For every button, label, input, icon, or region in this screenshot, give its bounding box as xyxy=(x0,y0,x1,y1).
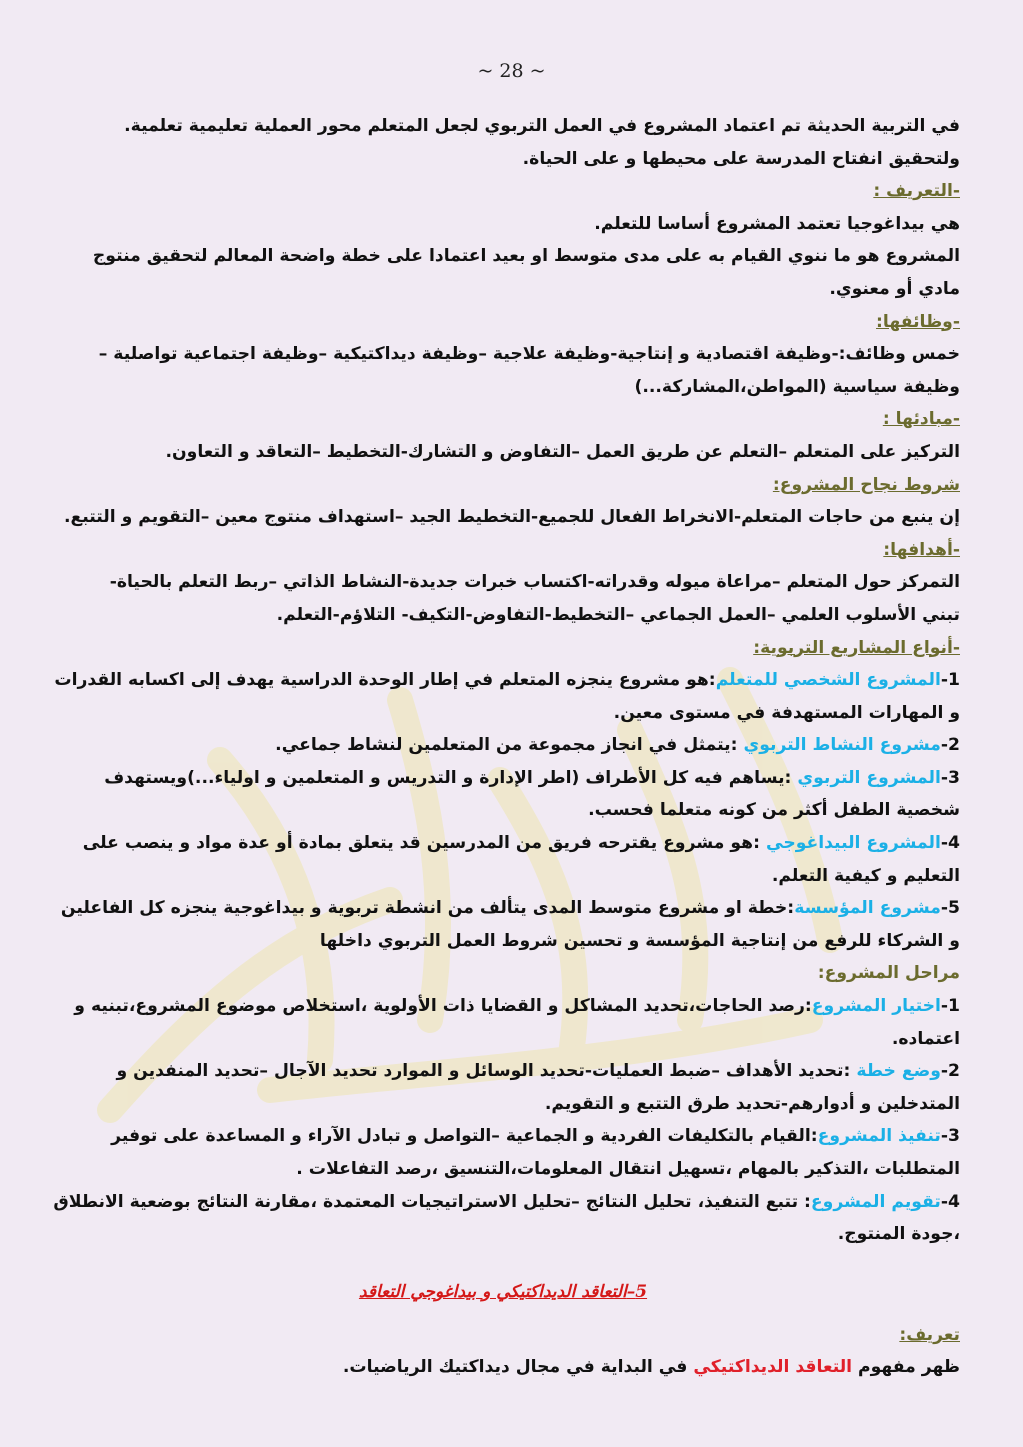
list-item: 2-مشروع النشاط التربوي :يتمثل في انجاز مجموعة من المتعلمين لنشاط جماعي. xyxy=(275,735,960,756)
term: المشروع الشخصي للمتعلم xyxy=(715,670,941,691)
success-conditions-text: إن ينبع من حاجات المتعلم-الانخراط الفعال للجميع-التخطيط الجيد –استهداف منتوج معين –التقويم و التتبع. xyxy=(63,507,960,528)
intro-line-2: ولتحقيق انفتاح المدرسة على محيطها و على الحياة. xyxy=(522,148,960,169)
list-item: 5-مشروع المؤسسة:خطة او مشروع متوسط المدى يتألف من انشطة تربوية و بيداغوجية ينجزه كل الفاعلين و الشركاء للرفع من إنتاجية المؤسسة و تحسين شروط العمل التربوي داخلها xyxy=(60,898,960,951)
principles-text: التركيز على المتعلم –التعلم عن طريق العمل –التفاوض و التشارك-التخطيط –التعاقد و التعاون. xyxy=(165,441,960,462)
goals-line-2: تبني الأسلوب العلمي –العمل الجماعي –التخطيط-التفاوض-التكيف- التلاؤم-التعلم. xyxy=(276,604,960,625)
intro-line-1: في التربية الحديثة تم اعتماد المشروع في العمل التربوي لجعل المتعلم محور العملية تعليمية تعلمية. xyxy=(124,116,960,136)
term: تنفيذ المشروع xyxy=(817,1126,941,1147)
term: مشروع المؤسسة xyxy=(794,898,941,919)
list-item: 4-المشروع البيداغوجي :هو مشروع يقترحه فريق من المدرسين قد يتعلق بمادة أو عدة مواد و ينصب على التعليم و كيفية التعلم. xyxy=(82,833,960,886)
term: المشروع البيداغوجي xyxy=(765,833,941,854)
section-5-title: 5–التعاقد الديداكتيكي و بيداغوجي التعاقد xyxy=(358,1281,648,1302)
term: المشروع التربوي xyxy=(797,767,941,788)
principles-heading: -مبادئها : xyxy=(882,409,960,430)
project-stages-heading: مراحل المشروع: xyxy=(817,963,960,984)
functions-text: خمس وظائف:-وظيفة اقتصادية و إنتاجية-وظيفة علاجية –وظيفة ديداكتيكية –وظيفة اجتماعية تواصلية –وظيفة سياسية (المواطن،المشاركة...) xyxy=(98,344,960,397)
document-body xyxy=(46,110,960,1384)
goals-heading: -أهدافها: xyxy=(883,539,960,560)
list-item: 3-المشروع التربوي :يساهم فيه كل الأطراف (اطر الإدارة و التدريس و المتعلمين و اولياء...)ويستهدف شخصية الطفل أكثر من كونه متعلما فحسب. xyxy=(104,767,960,821)
page-number: ~ 28 ~ xyxy=(477,60,546,82)
list-item: 2-وضع خطة :تحديد الأهداف –ضبط العمليات-تحديد الوسائل و الموارد تحديد الآجال –تحديد المنفدين و المتدخلين و أدوارهم-تحديد طرق التتبع و التقويم. xyxy=(116,1061,960,1114)
definition-line-2: المشروع هو ما ننوي القيام به على مدى متوسط او بعيد اعتمادا على خطة واضحة المعالم لتحقيق منتوج مادي أو معنوي. xyxy=(92,246,960,299)
list-item: 1-المشروع الشخصي للمتعلم:هو مشروع ينجزه المتعلم في إطار الوحدة الدراسية يهدف إلى اكسابه القدرات و المهارات المستهدفة في مستوى معين. xyxy=(54,670,960,723)
highlight-term: التعاقد الديداكتيكي xyxy=(693,1357,853,1378)
term: اختيار المشروع xyxy=(811,996,941,1017)
definition-heading: -التعريف : xyxy=(873,181,960,202)
definition2-text: ظهر مفهوم التعاقد الديداكتيكي في البداية في مجال ديداكتيك الرياضيات. xyxy=(342,1357,960,1378)
list-item: 1-اختيار المشروع:رصد الحاجات،تحديد المشاكل و القضايا ذات الأولوية ،استخلاص موضوع المشروع،تبنيه و اعتماده. xyxy=(74,996,960,1049)
project-types-heading: -أنواع المشاريع التربوية: xyxy=(753,637,960,658)
definition-line-1: هي بيداغوجيا تعتمد المشروع أساسا للتعلم. xyxy=(594,213,960,234)
functions-heading: -وظائفها: xyxy=(876,311,960,332)
list-item: 3-تنفيذ المشروع:القيام بالتكليفات الفردية و الجماعية –التواصل و تبادل الآراء و المساعدة على توفير المتطلبات ،التذكير بالمهام ،تسهيل انتقال المعلومات،التنسيق ،رصد التفاعلات . xyxy=(111,1126,960,1179)
success-conditions-heading: شروط نجاح المشروع: xyxy=(772,474,960,495)
term: وضع خطة xyxy=(856,1061,941,1082)
term: مشروع النشاط التربوي xyxy=(743,735,941,756)
list-item: 4-تقويم المشروع: تتبع التنفيذ، تحليل النتائج –تحليل الاستراتيجيات المعتمدة ،مقارنة النتائج بوضعية الانطلاق ،جودة المنتوج. xyxy=(53,1191,960,1245)
goals-line-1: التمركز حول المتعلم –مراعاة ميوله وقدراته-اكتساب خبرات جديدة-النشاط الذاتي –ربط التعلم بالحياة- xyxy=(109,572,960,593)
definition2-heading: تعريف: xyxy=(899,1324,960,1345)
term: تقويم المشروع xyxy=(810,1191,941,1212)
